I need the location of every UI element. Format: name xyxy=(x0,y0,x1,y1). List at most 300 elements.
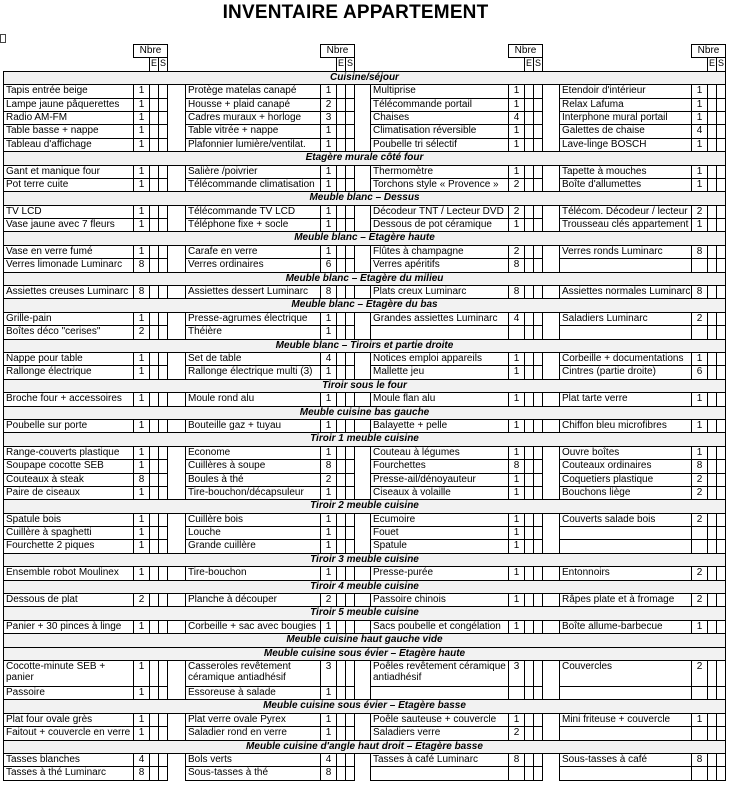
item-exit-check[interactable] xyxy=(159,352,168,365)
item-entry-check[interactable] xyxy=(525,419,534,432)
item-name: Tire-bouchon/décapsuleur xyxy=(186,486,321,499)
item-entry-check[interactable] xyxy=(708,393,717,406)
item-entry-check[interactable] xyxy=(525,352,534,365)
table-handle-icon[interactable] xyxy=(0,34,6,43)
item-exit-check[interactable] xyxy=(346,686,355,699)
item-entry-check[interactable] xyxy=(525,753,534,766)
item-entry-check[interactable] xyxy=(337,138,346,151)
item-exit-check[interactable] xyxy=(717,419,726,432)
item-exit-check[interactable] xyxy=(346,727,355,740)
item-quantity: 1 xyxy=(321,446,337,459)
column-gap xyxy=(355,620,371,633)
item-exit-check[interactable] xyxy=(534,419,543,432)
item-exit-check[interactable] xyxy=(346,98,355,111)
item-entry-check[interactable] xyxy=(708,513,717,526)
item-exit-check[interactable] xyxy=(346,312,355,325)
item-entry-check[interactable] xyxy=(525,245,534,258)
item-entry-check[interactable] xyxy=(337,686,346,699)
item-entry-check[interactable] xyxy=(150,259,159,272)
item-exit-check[interactable] xyxy=(534,165,543,178)
item-exit-check[interactable] xyxy=(346,594,355,607)
column-gap xyxy=(543,125,560,138)
item-exit-check[interactable] xyxy=(346,259,355,272)
item-entry-check[interactable] xyxy=(525,85,534,98)
item-entry-check[interactable] xyxy=(708,446,717,459)
item-entry-check[interactable] xyxy=(150,165,159,178)
item-exit-check[interactable] xyxy=(346,753,355,766)
item-entry-check[interactable] xyxy=(525,727,534,740)
item-exit-check[interactable] xyxy=(534,753,543,766)
item-entry-check[interactable] xyxy=(150,85,159,98)
item-entry-check[interactable] xyxy=(525,98,534,111)
item-exit-check[interactable] xyxy=(534,326,543,339)
item-exit-check[interactable] xyxy=(159,527,168,540)
item-exit-check[interactable] xyxy=(346,419,355,432)
item-exit-check[interactable] xyxy=(346,245,355,258)
item-entry-check[interactable] xyxy=(337,326,346,339)
item-entry-check[interactable] xyxy=(337,286,346,299)
item-exit-check[interactable] xyxy=(717,125,726,138)
item-exit-check[interactable] xyxy=(159,660,168,686)
item-entry-check[interactable] xyxy=(708,620,717,633)
item-exit-check[interactable] xyxy=(534,259,543,272)
item-exit-check[interactable] xyxy=(717,138,726,151)
item-exit-check[interactable] xyxy=(534,767,543,780)
item-exit-check[interactable] xyxy=(159,540,168,553)
item-exit-check[interactable] xyxy=(534,245,543,258)
item-entry-check[interactable] xyxy=(525,620,534,633)
item-entry-check[interactable] xyxy=(525,460,534,473)
item-exit-check[interactable] xyxy=(717,98,726,111)
item-exit-check[interactable] xyxy=(534,312,543,325)
item-entry-check[interactable] xyxy=(150,713,159,726)
item-exit-check[interactable] xyxy=(534,352,543,365)
item-exit-check[interactable] xyxy=(159,594,168,607)
item-entry-check[interactable] xyxy=(150,111,159,124)
column-gap xyxy=(168,205,186,218)
item-exit-check[interactable] xyxy=(159,366,168,379)
item-exit-check[interactable] xyxy=(159,219,168,232)
item-exit-check[interactable] xyxy=(159,326,168,339)
item-exit-check[interactable] xyxy=(346,393,355,406)
item-entry-check[interactable] xyxy=(150,312,159,325)
item-entry-check[interactable] xyxy=(708,165,717,178)
item-exit-check[interactable] xyxy=(346,446,355,459)
item-exit-check[interactable] xyxy=(346,366,355,379)
item-entry-check[interactable] xyxy=(337,713,346,726)
item-exit-check[interactable] xyxy=(534,125,543,138)
item-entry-check[interactable] xyxy=(337,513,346,526)
item-entry-check[interactable] xyxy=(708,259,717,272)
item-exit-check[interactable] xyxy=(534,713,543,726)
item-entry-check[interactable] xyxy=(337,419,346,432)
item-exit-check[interactable] xyxy=(717,486,726,499)
item-entry-check[interactable] xyxy=(337,620,346,633)
item-entry-check[interactable] xyxy=(708,366,717,379)
item-exit-check[interactable] xyxy=(159,473,168,486)
item-entry-check[interactable] xyxy=(337,178,346,191)
item-exit-check[interactable] xyxy=(346,85,355,98)
item-entry-check[interactable] xyxy=(708,352,717,365)
item-entry-check[interactable] xyxy=(708,527,717,540)
item-entry-check[interactable] xyxy=(708,713,717,726)
item-exit-check[interactable] xyxy=(534,366,543,379)
column-gap xyxy=(168,473,186,486)
item-exit-check[interactable] xyxy=(717,111,726,124)
item-entry-check[interactable] xyxy=(708,727,717,740)
item-exit-check[interactable] xyxy=(534,286,543,299)
item-entry-check[interactable] xyxy=(708,205,717,218)
item-exit-check[interactable] xyxy=(534,85,543,98)
item-entry-check[interactable] xyxy=(150,138,159,151)
item-entry-check[interactable] xyxy=(337,594,346,607)
item-exit-check[interactable] xyxy=(717,686,726,699)
item-quantity: 1 xyxy=(134,245,150,258)
item-exit-check[interactable] xyxy=(159,138,168,151)
item-entry-check[interactable] xyxy=(525,393,534,406)
item-exit-check[interactable] xyxy=(717,767,726,780)
item-entry-check[interactable] xyxy=(337,753,346,766)
item-entry-check[interactable] xyxy=(337,352,346,365)
item-exit-check[interactable] xyxy=(717,352,726,365)
item-entry-check[interactable] xyxy=(525,286,534,299)
item-entry-check[interactable] xyxy=(708,686,717,699)
item-entry-check[interactable] xyxy=(150,527,159,540)
item-entry-check[interactable] xyxy=(525,686,534,699)
item-entry-check[interactable] xyxy=(150,486,159,499)
item-entry-check[interactable] xyxy=(150,219,159,232)
exit-header: S xyxy=(534,58,543,71)
item-exit-check[interactable] xyxy=(159,419,168,432)
item-entry-check[interactable] xyxy=(525,259,534,272)
item-exit-check[interactable] xyxy=(159,727,168,740)
item-entry-check[interactable] xyxy=(150,567,159,580)
item-entry-check[interactable] xyxy=(337,219,346,232)
inventory-body xyxy=(4,45,726,781)
item-exit-check[interactable] xyxy=(159,393,168,406)
item-entry-check[interactable] xyxy=(525,660,534,686)
item-entry-check[interactable] xyxy=(525,594,534,607)
item-exit-check[interactable] xyxy=(159,460,168,473)
item-entry-check[interactable] xyxy=(337,460,346,473)
item-exit-check[interactable] xyxy=(534,393,543,406)
item-exit-check[interactable] xyxy=(346,660,355,686)
item-exit-check[interactable] xyxy=(717,393,726,406)
item-entry-check[interactable] xyxy=(150,419,159,432)
item-exit-check[interactable] xyxy=(159,111,168,124)
item-exit-check[interactable] xyxy=(159,312,168,325)
item-entry-check[interactable] xyxy=(150,326,159,339)
item-quantity: 8 xyxy=(509,753,525,766)
item-entry-check[interactable] xyxy=(150,620,159,633)
item-entry-check[interactable] xyxy=(337,259,346,272)
item-entry-check[interactable] xyxy=(337,540,346,553)
item-exit-check[interactable] xyxy=(534,660,543,686)
item-exit-check[interactable] xyxy=(159,205,168,218)
item-entry-check[interactable] xyxy=(525,111,534,124)
section-header: Cuisine/séjour xyxy=(4,71,726,84)
item-entry-check[interactable] xyxy=(337,393,346,406)
item-name: Poubelle tri sélectif xyxy=(371,138,509,151)
item-exit-check[interactable] xyxy=(717,178,726,191)
item-exit-check[interactable] xyxy=(717,245,726,258)
item-exit-check[interactable] xyxy=(534,540,543,553)
item-entry-check[interactable] xyxy=(525,366,534,379)
item-exit-check[interactable] xyxy=(717,713,726,726)
item-exit-check[interactable] xyxy=(346,138,355,151)
item-entry-check[interactable] xyxy=(337,85,346,98)
item-entry-check[interactable] xyxy=(150,686,159,699)
item-exit-check[interactable] xyxy=(717,460,726,473)
item-entry-check[interactable] xyxy=(150,286,159,299)
item-entry-check[interactable] xyxy=(708,486,717,499)
item-entry-check[interactable] xyxy=(708,540,717,553)
item-entry-check[interactable] xyxy=(150,352,159,365)
item-exit-check[interactable] xyxy=(346,513,355,526)
item-entry-check[interactable] xyxy=(525,513,534,526)
item-exit-check[interactable] xyxy=(717,473,726,486)
item-entry-check[interactable] xyxy=(337,767,346,780)
item-exit-check[interactable] xyxy=(159,259,168,272)
item-exit-check[interactable] xyxy=(717,567,726,580)
item-exit-check[interactable] xyxy=(534,620,543,633)
item-entry-check[interactable] xyxy=(708,753,717,766)
item-exit-check[interactable] xyxy=(534,486,543,499)
item-exit-check[interactable] xyxy=(534,513,543,526)
item-exit-check[interactable] xyxy=(534,98,543,111)
item-entry-check[interactable] xyxy=(525,205,534,218)
item-exit-check[interactable] xyxy=(159,286,168,299)
item-entry-check[interactable] xyxy=(708,419,717,432)
item-exit-check[interactable] xyxy=(346,767,355,780)
item-name: Tapis entrée beige xyxy=(4,85,134,98)
item-entry-check[interactable] xyxy=(525,326,534,339)
item-exit-check[interactable] xyxy=(346,286,355,299)
item-entry-check[interactable] xyxy=(708,245,717,258)
item-exit-check[interactable] xyxy=(534,594,543,607)
item-exit-check[interactable] xyxy=(534,567,543,580)
item-entry-check[interactable] xyxy=(337,165,346,178)
item-exit-check[interactable] xyxy=(159,178,168,191)
item-entry-check[interactable] xyxy=(150,460,159,473)
item-exit-check[interactable] xyxy=(159,713,168,726)
item-exit-check[interactable] xyxy=(346,567,355,580)
item-entry-check[interactable] xyxy=(708,98,717,111)
item-entry-check[interactable] xyxy=(150,660,159,686)
column-gap xyxy=(355,312,371,325)
item-entry-check[interactable] xyxy=(337,473,346,486)
item-entry-check[interactable] xyxy=(150,513,159,526)
column-gap xyxy=(543,513,560,526)
column-gap xyxy=(543,219,560,232)
item-exit-check[interactable] xyxy=(159,165,168,178)
item-exit-check[interactable] xyxy=(346,527,355,540)
item-exit-check[interactable] xyxy=(159,567,168,580)
item-entry-check[interactable] xyxy=(337,727,346,740)
item-entry-check[interactable] xyxy=(150,98,159,111)
item-exit-check[interactable] xyxy=(346,713,355,726)
item-entry-check[interactable] xyxy=(150,594,159,607)
item-entry-check[interactable] xyxy=(150,178,159,191)
item-entry-check[interactable] xyxy=(525,486,534,499)
item-entry-check[interactable] xyxy=(525,138,534,151)
item-name: Table vitrée + nappe xyxy=(186,125,321,138)
item-entry-check[interactable] xyxy=(337,486,346,499)
item-entry-check[interactable] xyxy=(708,111,717,124)
item-exit-check[interactable] xyxy=(717,540,726,553)
item-exit-check[interactable] xyxy=(717,205,726,218)
item-entry-check[interactable] xyxy=(337,660,346,686)
item-entry-check[interactable] xyxy=(337,366,346,379)
item-quantity: 1 xyxy=(692,393,708,406)
item-exit-check[interactable] xyxy=(717,527,726,540)
item-exit-check[interactable] xyxy=(717,727,726,740)
item-exit-check[interactable] xyxy=(534,473,543,486)
item-quantity: 1 xyxy=(509,567,525,580)
item-exit-check[interactable] xyxy=(534,446,543,459)
item-exit-check[interactable] xyxy=(534,727,543,740)
item-entry-check[interactable] xyxy=(708,286,717,299)
item-exit-check[interactable] xyxy=(717,326,726,339)
item-entry-check[interactable] xyxy=(337,111,346,124)
item-exit-check[interactable] xyxy=(534,527,543,540)
item-exit-check[interactable] xyxy=(159,446,168,459)
item-entry-check[interactable] xyxy=(150,727,159,740)
item-exit-check[interactable] xyxy=(534,686,543,699)
item-entry-check[interactable] xyxy=(708,660,717,686)
item-exit-check[interactable] xyxy=(346,125,355,138)
item-exit-check[interactable] xyxy=(346,326,355,339)
item-exit-check[interactable] xyxy=(717,753,726,766)
item-exit-check[interactable] xyxy=(346,486,355,499)
item-entry-check[interactable] xyxy=(150,473,159,486)
item-entry-check[interactable] xyxy=(337,527,346,540)
item-exit-check[interactable] xyxy=(717,594,726,607)
item-exit-check[interactable] xyxy=(534,178,543,191)
item-entry-check[interactable] xyxy=(708,312,717,325)
item-entry-check[interactable] xyxy=(150,540,159,553)
item-entry-check[interactable] xyxy=(150,366,159,379)
item-entry-check[interactable] xyxy=(150,446,159,459)
item-exit-check[interactable] xyxy=(159,767,168,780)
item-exit-check[interactable] xyxy=(717,85,726,98)
item-entry-check[interactable] xyxy=(150,205,159,218)
item-exit-check[interactable] xyxy=(159,486,168,499)
item-exit-check[interactable] xyxy=(717,165,726,178)
item-entry-check[interactable] xyxy=(708,85,717,98)
item-exit-check[interactable] xyxy=(717,660,726,686)
item-exit-check[interactable] xyxy=(159,85,168,98)
item-exit-check[interactable] xyxy=(717,259,726,272)
item-entry-check[interactable] xyxy=(150,125,159,138)
item-entry-check[interactable] xyxy=(708,178,717,191)
item-exit-check[interactable] xyxy=(534,460,543,473)
item-entry-check[interactable] xyxy=(337,125,346,138)
item-entry-check[interactable] xyxy=(525,767,534,780)
item-entry-check[interactable] xyxy=(150,753,159,766)
item-exit-check[interactable] xyxy=(717,219,726,232)
item-entry-check[interactable] xyxy=(525,473,534,486)
item-quantity: 3 xyxy=(509,660,525,686)
item-entry-check[interactable] xyxy=(525,446,534,459)
item-entry-check[interactable] xyxy=(337,205,346,218)
item-exit-check[interactable] xyxy=(346,352,355,365)
item-entry-check[interactable] xyxy=(708,138,717,151)
item-entry-check[interactable] xyxy=(150,245,159,258)
item-entry-check[interactable] xyxy=(525,125,534,138)
item-exit-check[interactable] xyxy=(346,219,355,232)
item-entry-check[interactable] xyxy=(337,312,346,325)
item-entry-check[interactable] xyxy=(708,473,717,486)
item-exit-check[interactable] xyxy=(534,205,543,218)
item-entry-check[interactable] xyxy=(525,219,534,232)
item-exit-check[interactable] xyxy=(346,165,355,178)
item-entry-check[interactable] xyxy=(708,567,717,580)
item-entry-check[interactable] xyxy=(150,767,159,780)
section-header: Meuble blanc – Etagère du bas xyxy=(4,299,726,312)
item-entry-check[interactable] xyxy=(708,219,717,232)
item-entry-check[interactable] xyxy=(525,713,534,726)
item-entry-check[interactable] xyxy=(337,446,346,459)
item-entry-check[interactable] xyxy=(708,460,717,473)
item-exit-check[interactable] xyxy=(346,540,355,553)
item-entry-check[interactable] xyxy=(525,165,534,178)
item-exit-check[interactable] xyxy=(346,460,355,473)
item-exit-check[interactable] xyxy=(159,98,168,111)
item-exit-check[interactable] xyxy=(717,620,726,633)
item-entry-check[interactable] xyxy=(337,98,346,111)
item-exit-check[interactable] xyxy=(717,366,726,379)
item-entry-check[interactable] xyxy=(525,178,534,191)
item-exit-check[interactable] xyxy=(534,219,543,232)
item-exit-check[interactable] xyxy=(717,513,726,526)
item-quantity: 1 xyxy=(321,393,337,406)
item-exit-check[interactable] xyxy=(159,513,168,526)
item-entry-check[interactable] xyxy=(708,125,717,138)
item-exit-check[interactable] xyxy=(534,111,543,124)
item-entry-check[interactable] xyxy=(708,326,717,339)
item-exit-check[interactable] xyxy=(346,178,355,191)
item-entry-check[interactable] xyxy=(525,567,534,580)
column-gap xyxy=(543,446,560,459)
item-exit-check[interactable] xyxy=(717,312,726,325)
item-exit-check[interactable] xyxy=(346,205,355,218)
section-row xyxy=(4,192,726,205)
item-entry-check[interactable] xyxy=(708,767,717,780)
item-entry-check[interactable] xyxy=(150,393,159,406)
item-entry-check[interactable] xyxy=(525,312,534,325)
item-exit-check[interactable] xyxy=(346,620,355,633)
item-exit-check[interactable] xyxy=(717,286,726,299)
item-exit-check[interactable] xyxy=(159,620,168,633)
item-entry-check[interactable] xyxy=(337,245,346,258)
item-exit-check[interactable] xyxy=(717,446,726,459)
item-entry-check[interactable] xyxy=(337,567,346,580)
item-exit-check[interactable] xyxy=(159,245,168,258)
item-exit-check[interactable] xyxy=(534,138,543,151)
item-exit-check[interactable] xyxy=(159,753,168,766)
item-name xyxy=(560,259,692,272)
item-entry-check[interactable] xyxy=(708,594,717,607)
column-gap xyxy=(168,713,186,726)
item-exit-check[interactable] xyxy=(159,686,168,699)
item-entry-check[interactable] xyxy=(525,540,534,553)
item-quantity: 8 xyxy=(134,473,150,486)
item-exit-check[interactable] xyxy=(346,473,355,486)
item-exit-check[interactable] xyxy=(346,111,355,124)
item-exit-check[interactable] xyxy=(159,125,168,138)
item-entry-check[interactable] xyxy=(525,527,534,540)
